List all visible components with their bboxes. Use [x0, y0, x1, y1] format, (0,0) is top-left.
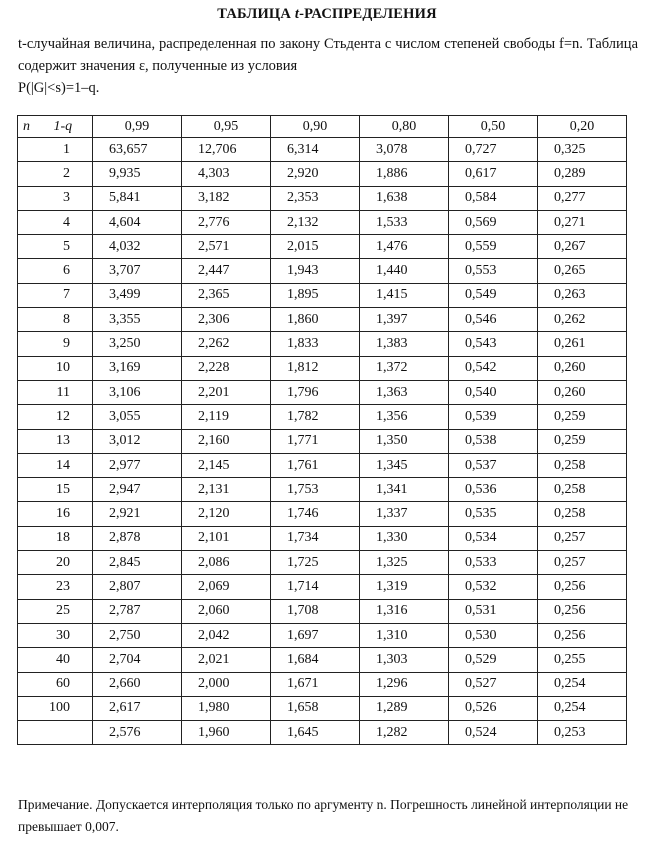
- row-n-cell: 25: [18, 599, 93, 623]
- row-n-cell: 4: [18, 210, 93, 234]
- value-cell: 2,660: [93, 672, 182, 696]
- value-cell: 2,365: [182, 283, 271, 307]
- value-cell: 1,658: [271, 696, 360, 720]
- table-row: [18, 453, 627, 477]
- value-cell: 2,920: [271, 162, 360, 186]
- row-n-cell: 5: [18, 235, 93, 259]
- row-n-cell: 8: [18, 308, 93, 332]
- value-cell: 0,533: [449, 551, 538, 575]
- value-cell: 3,355: [93, 308, 182, 332]
- row-n-cell: 6: [18, 259, 93, 283]
- footnote: Примечание. Допускается интерполяция только по аргументу n. Погрешность линейной интерполяции не превышает 0,007.: [18, 797, 629, 834]
- value-cell: 2,060: [182, 599, 271, 623]
- table-row: [18, 648, 627, 672]
- value-cell: 1,860: [271, 308, 360, 332]
- value-cell: 1,341: [360, 478, 449, 502]
- value-cell: 0,257: [538, 526, 627, 550]
- value-cell: 2,750: [93, 623, 182, 647]
- value-cell: 1,746: [271, 502, 360, 526]
- value-cell: 1,345: [360, 453, 449, 477]
- table-row: [18, 502, 627, 526]
- table-row: [18, 283, 627, 307]
- value-cell: 2,132: [271, 210, 360, 234]
- value-cell: 0,530: [449, 623, 538, 647]
- value-cell: 1,303: [360, 648, 449, 672]
- value-cell: 0,267: [538, 235, 627, 259]
- row-n-cell: 10: [18, 356, 93, 380]
- t-distribution-table: [17, 115, 627, 745]
- value-cell: 3,707: [93, 259, 182, 283]
- value-cell: 1,725: [271, 551, 360, 575]
- table-row: [18, 672, 627, 696]
- table-row: [18, 429, 627, 453]
- value-cell: 2,069: [182, 575, 271, 599]
- value-cell: 1,771: [271, 429, 360, 453]
- value-cell: 2,086: [182, 551, 271, 575]
- value-cell: 1,645: [271, 721, 360, 745]
- value-cell: 2,131: [182, 478, 271, 502]
- value-cell: 0,257: [538, 551, 627, 575]
- value-cell: 1,372: [360, 356, 449, 380]
- value-cell: 2,228: [182, 356, 271, 380]
- table-row: [18, 332, 627, 356]
- value-cell: 1,782: [271, 405, 360, 429]
- value-cell: 2,947: [93, 478, 182, 502]
- value-cell: 2,145: [182, 453, 271, 477]
- value-cell: 4,032: [93, 235, 182, 259]
- value-cell: 0,258: [538, 478, 627, 502]
- header-col-1: 0,99: [93, 116, 182, 138]
- value-cell: 2,101: [182, 526, 271, 550]
- page-title: ТАБЛИЦА t-РАСПРЕДЕЛЕНИЯ: [217, 6, 437, 22]
- row-n-cell: 16: [18, 502, 93, 526]
- value-cell: 2,977: [93, 453, 182, 477]
- value-cell: 0,546: [449, 308, 538, 332]
- value-cell: 0,527: [449, 672, 538, 696]
- table-row: [18, 162, 627, 186]
- value-cell: 0,259: [538, 405, 627, 429]
- header-col-5: 0,50: [449, 116, 538, 138]
- value-cell: 0,532: [449, 575, 538, 599]
- intro-line-1: t-случайная величина, распределенная по закону Стьдента с числом степеней свободы f=n. Таблица содержит значения ε, полученные из условия: [18, 36, 638, 74]
- value-cell: 2,787: [93, 599, 182, 623]
- value-cell: 1,886: [360, 162, 449, 186]
- value-cell: 0,277: [538, 186, 627, 210]
- table-row: [18, 478, 627, 502]
- value-cell: 3,169: [93, 356, 182, 380]
- value-cell: 1,671: [271, 672, 360, 696]
- table-row: [18, 235, 627, 259]
- table-row: [18, 599, 627, 623]
- value-cell: 2,120: [182, 502, 271, 526]
- row-n-cell: 11: [18, 380, 93, 404]
- value-cell: 2,160: [182, 429, 271, 453]
- value-cell: 0,262: [538, 308, 627, 332]
- value-cell: 1,708: [271, 599, 360, 623]
- value-cell: 0,529: [449, 648, 538, 672]
- row-n-cell: 15: [18, 478, 93, 502]
- value-cell: 1,960: [182, 721, 271, 745]
- value-cell: 0,584: [449, 186, 538, 210]
- value-cell: 3,055: [93, 405, 182, 429]
- value-cell: 2,119: [182, 405, 271, 429]
- value-cell: 1,796: [271, 380, 360, 404]
- table-row: [18, 721, 627, 745]
- table-header-row: [18, 116, 627, 138]
- row-n-cell: 3: [18, 186, 93, 210]
- value-cell: 0,260: [538, 380, 627, 404]
- table-row: [18, 259, 627, 283]
- value-cell: 3,012: [93, 429, 182, 453]
- header-col-4: 0,80: [360, 116, 449, 138]
- value-cell: 2,306: [182, 308, 271, 332]
- value-cell: 1,833: [271, 332, 360, 356]
- value-cell: 4,303: [182, 162, 271, 186]
- value-cell: 1,363: [360, 380, 449, 404]
- row-n-cell: 12: [18, 405, 93, 429]
- value-cell: 1,415: [360, 283, 449, 307]
- value-cell: 0,524: [449, 721, 538, 745]
- row-n-cell: 14: [18, 453, 93, 477]
- value-cell: 63,657: [93, 138, 182, 162]
- value-cell: 0,258: [538, 502, 627, 526]
- value-cell: 2,845: [93, 551, 182, 575]
- value-cell: 1,734: [271, 526, 360, 550]
- value-cell: 0,259: [538, 429, 627, 453]
- value-cell: 0,256: [538, 599, 627, 623]
- value-cell: 6,314: [271, 138, 360, 162]
- value-cell: 0,253: [538, 721, 627, 745]
- value-cell: 1,714: [271, 575, 360, 599]
- value-cell: 1,397: [360, 308, 449, 332]
- value-cell: 1,319: [360, 575, 449, 599]
- table-row: [18, 210, 627, 234]
- intro-text: [18, 33, 638, 99]
- value-cell: 2,201: [182, 380, 271, 404]
- value-cell: 1,476: [360, 235, 449, 259]
- table-row: [18, 356, 627, 380]
- table-row: [18, 551, 627, 575]
- value-cell: 1,761: [271, 453, 360, 477]
- value-cell: 0,289: [538, 162, 627, 186]
- row-n-cell: 9: [18, 332, 93, 356]
- value-cell: 2,704: [93, 648, 182, 672]
- value-cell: 2,807: [93, 575, 182, 599]
- value-cell: 3,106: [93, 380, 182, 404]
- value-cell: 0,553: [449, 259, 538, 283]
- value-cell: 1,310: [360, 623, 449, 647]
- value-cell: 0,261: [538, 332, 627, 356]
- value-cell: 0,538: [449, 429, 538, 453]
- value-cell: 0,531: [449, 599, 538, 623]
- value-cell: 0,559: [449, 235, 538, 259]
- value-cell: 5,841: [93, 186, 182, 210]
- header-col-3: 0,90: [271, 116, 360, 138]
- row-n-cell: 23: [18, 575, 93, 599]
- value-cell: 0,536: [449, 478, 538, 502]
- value-cell: 12,706: [182, 138, 271, 162]
- value-cell: 1,350: [360, 429, 449, 453]
- value-cell: 0,543: [449, 332, 538, 356]
- value-cell: 0,256: [538, 623, 627, 647]
- value-cell: 2,921: [93, 502, 182, 526]
- value-cell: 3,182: [182, 186, 271, 210]
- value-cell: 0,727: [449, 138, 538, 162]
- value-cell: 0,260: [538, 356, 627, 380]
- value-cell: 0,258: [538, 453, 627, 477]
- row-n-cell: 40: [18, 648, 93, 672]
- header-n: n: [18, 116, 50, 138]
- title-variable: t: [294, 6, 300, 22]
- value-cell: 2,021: [182, 648, 271, 672]
- value-cell: 1,533: [360, 210, 449, 234]
- table-row: [18, 138, 627, 162]
- value-cell: 0,539: [449, 405, 538, 429]
- value-cell: 1,638: [360, 186, 449, 210]
- value-cell: 3,078: [360, 138, 449, 162]
- row-n-cell: 100: [18, 696, 93, 720]
- table-row: [18, 380, 627, 404]
- value-cell: 0,569: [449, 210, 538, 234]
- value-cell: 0,542: [449, 356, 538, 380]
- value-cell: 1,316: [360, 599, 449, 623]
- value-cell: 0,263: [538, 283, 627, 307]
- value-cell: 0,325: [538, 138, 627, 162]
- row-n-cell: 7: [18, 283, 93, 307]
- value-cell: 2,447: [182, 259, 271, 283]
- header-1-q: 1-q: [50, 116, 93, 138]
- value-cell: 1,296: [360, 672, 449, 696]
- value-cell: 2,576: [93, 721, 182, 745]
- value-cell: 2,042: [182, 623, 271, 647]
- value-cell: 0,256: [538, 575, 627, 599]
- value-cell: 0,255: [538, 648, 627, 672]
- value-cell: 3,499: [93, 283, 182, 307]
- value-cell: 2,353: [271, 186, 360, 210]
- row-n-cell: 13: [18, 429, 93, 453]
- row-n-cell: 18: [18, 526, 93, 550]
- row-n-cell: 1: [18, 138, 93, 162]
- value-cell: 0,549: [449, 283, 538, 307]
- table-row: [18, 186, 627, 210]
- value-cell: 2,878: [93, 526, 182, 550]
- value-cell: 0,534: [449, 526, 538, 550]
- table-row: [18, 623, 627, 647]
- value-cell: 0,540: [449, 380, 538, 404]
- value-cell: 1,325: [360, 551, 449, 575]
- table-row: [18, 308, 627, 332]
- value-cell: 2,000: [182, 672, 271, 696]
- table-row: [18, 526, 627, 550]
- value-cell: 3,250: [93, 332, 182, 356]
- value-cell: 0,254: [538, 672, 627, 696]
- value-cell: 0,271: [538, 210, 627, 234]
- value-cell: 0,535: [449, 502, 538, 526]
- value-cell: 2,262: [182, 332, 271, 356]
- value-cell: 1,943: [271, 259, 360, 283]
- header-col-6: 0,20: [538, 116, 627, 138]
- value-cell: 0,537: [449, 453, 538, 477]
- table-row: [18, 405, 627, 429]
- table-row: [18, 575, 627, 599]
- value-cell: 1,753: [271, 478, 360, 502]
- row-n-cell: 30: [18, 623, 93, 647]
- value-cell: 1,440: [360, 259, 449, 283]
- value-cell: 1,812: [271, 356, 360, 380]
- value-cell: 0,254: [538, 696, 627, 720]
- header-col-2: 0,95: [182, 116, 271, 138]
- value-cell: 1,289: [360, 696, 449, 720]
- value-cell: 1,980: [182, 696, 271, 720]
- value-cell: 1,282: [360, 721, 449, 745]
- table-row: [18, 696, 627, 720]
- value-cell: 1,383: [360, 332, 449, 356]
- value-cell: 0,265: [538, 259, 627, 283]
- value-cell: 1,697: [271, 623, 360, 647]
- value-cell: 0,617: [449, 162, 538, 186]
- value-cell: 1,330: [360, 526, 449, 550]
- value-cell: 2,776: [182, 210, 271, 234]
- row-n-cell: [18, 721, 93, 745]
- value-cell: 1,684: [271, 648, 360, 672]
- value-cell: 2,015: [271, 235, 360, 259]
- value-cell: 0,526: [449, 696, 538, 720]
- value-cell: 9,935: [93, 162, 182, 186]
- value-cell: 1,895: [271, 283, 360, 307]
- intro-line-2: P(|G|<s)=1–q.: [18, 80, 100, 96]
- value-cell: 2,617: [93, 696, 182, 720]
- value-cell: 1,356: [360, 405, 449, 429]
- row-n-cell: 20: [18, 551, 93, 575]
- row-n-cell: 60: [18, 672, 93, 696]
- value-cell: 1,337: [360, 502, 449, 526]
- row-n-cell: 2: [18, 162, 93, 186]
- value-cell: 4,604: [93, 210, 182, 234]
- value-cell: 2,571: [182, 235, 271, 259]
